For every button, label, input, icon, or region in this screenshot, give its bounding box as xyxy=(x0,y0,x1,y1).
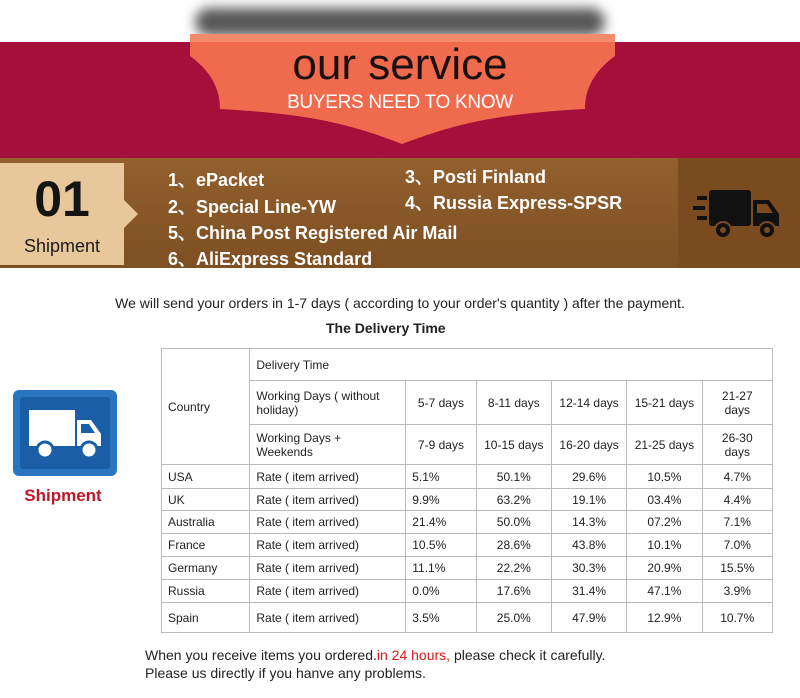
range-cell: 12-14 days xyxy=(551,381,626,425)
rate-value: 3.9% xyxy=(702,580,772,603)
country-cell: Germany xyxy=(162,557,250,580)
rate-value: 9.9% xyxy=(406,489,476,511)
country-cell: France xyxy=(162,534,250,557)
table-row xyxy=(162,557,773,580)
rate-value: 25.0% xyxy=(476,603,551,633)
shipping-method-2: 2、Special Line-YW xyxy=(168,197,337,217)
rate-value: 10.5% xyxy=(406,534,476,557)
shipment-icon-box xyxy=(13,390,117,476)
rate-value: 10.7% xyxy=(702,603,772,633)
range-cell: 5-7 days xyxy=(406,381,476,425)
rate-value: 14.3% xyxy=(551,511,626,534)
country-cell: Spain xyxy=(162,603,250,633)
shipping-method-6: 6、AliExpress Standard xyxy=(168,249,373,269)
rate-value: 07.2% xyxy=(627,511,702,534)
section-number: 01 xyxy=(34,171,90,227)
table-title: The Delivery Time xyxy=(326,320,446,336)
rate-value: 03.4% xyxy=(627,489,702,511)
intro-text: We will send your orders in 1-7 days ( according to your order's quantity ) after the payment. xyxy=(115,295,685,311)
delivery-time-header: Delivery Time xyxy=(250,349,773,381)
table-row xyxy=(162,489,773,511)
receive-note-end: please check it carefully. xyxy=(450,647,606,663)
section-number-arrow xyxy=(124,200,138,228)
truck-icon xyxy=(693,186,783,242)
shipping-method-4: 4、Russia Express-SPSR xyxy=(405,193,623,213)
rate-value: 4.4% xyxy=(702,489,772,511)
working-days-label: Working Days ( without holiday) xyxy=(250,381,406,425)
rate-label: Rate ( item arrived) xyxy=(250,557,406,580)
rate-label: Rate ( item arrived) xyxy=(250,489,406,511)
rate-value: 15.5% xyxy=(702,557,772,580)
working-days-row xyxy=(162,381,773,425)
rate-value: 7.1% xyxy=(702,511,772,534)
working-days-weekends-label: Working Days + Weekends xyxy=(250,425,406,465)
section-label: Shipment xyxy=(23,236,101,256)
rate-value: 63.2% xyxy=(476,489,551,511)
page-subtitle: BUYERS NEED TO KNOW xyxy=(287,92,513,113)
rate-value: 43.8% xyxy=(551,534,626,557)
rate-value: 10.5% xyxy=(627,465,702,489)
range-cell: 26-30 days xyxy=(702,425,772,465)
rate-value: 50.0% xyxy=(476,511,551,534)
rate-label: Rate ( item arrived) xyxy=(250,580,406,603)
rate-value: 29.6% xyxy=(551,465,626,489)
rate-value: 19.1% xyxy=(551,489,626,511)
range-cell: 21-25 days xyxy=(627,425,702,465)
table-row xyxy=(162,580,773,603)
range-cell: 7-9 days xyxy=(406,425,476,465)
rate-value: 5.1% xyxy=(406,465,476,489)
rate-value: 47.9% xyxy=(551,603,626,633)
table-row xyxy=(162,603,773,633)
table-row xyxy=(162,511,773,534)
delivery-time-table xyxy=(161,348,773,633)
range-cell: 16-20 days xyxy=(551,425,626,465)
country-cell: USA xyxy=(162,465,250,489)
rate-value: 12.9% xyxy=(627,603,702,633)
rate-value: 0.0% xyxy=(406,580,476,603)
shipping-method-1: 1、ePacket xyxy=(168,170,265,190)
rate-value: 22.2% xyxy=(476,557,551,580)
table-row xyxy=(162,465,773,489)
receive-note xyxy=(145,647,605,663)
rate-label: Rate ( item arrived) xyxy=(250,603,406,633)
rate-label: Rate ( item arrived) xyxy=(250,465,406,489)
rate-value: 28.6% xyxy=(476,534,551,557)
rate-value: 4.7% xyxy=(702,465,772,489)
header-shadow xyxy=(195,8,605,36)
range-cell: 10-15 days xyxy=(476,425,551,465)
rate-value: 3.5% xyxy=(406,603,476,633)
rate-value: 17.6% xyxy=(476,580,551,603)
shipment-side-label: Shipment xyxy=(24,486,102,505)
table-header-row xyxy=(162,349,773,381)
truck-icon xyxy=(27,404,103,462)
rate-value: 7.0% xyxy=(702,534,772,557)
country-cell: UK xyxy=(162,489,250,511)
rate-label: Rate ( item arrived) xyxy=(250,511,406,534)
rate-value: 10.1% xyxy=(627,534,702,557)
receive-note-start: When you receive items you ordered. xyxy=(145,647,377,663)
rate-value: 50.1% xyxy=(476,465,551,489)
range-cell: 21-27 days xyxy=(702,381,772,425)
range-cell: 8-11 days xyxy=(476,381,551,425)
rate-label: Rate ( item arrived) xyxy=(250,534,406,557)
receive-note-highlight: in 24 hours, xyxy=(376,647,451,663)
rate-value: 47.1% xyxy=(627,580,702,603)
country-cell: Russia xyxy=(162,580,250,603)
working-days-weekends-row xyxy=(162,425,773,465)
rate-value: 31.4% xyxy=(551,580,626,603)
rate-value: 11.1% xyxy=(406,557,476,580)
table-row xyxy=(162,534,773,557)
country-header: Country xyxy=(162,349,250,465)
country-cell: Australia xyxy=(162,511,250,534)
range-cell: 15-21 days xyxy=(627,381,702,425)
shipping-method-3: 3、Posti Finland xyxy=(405,167,547,187)
shipping-method-5: 5、China Post Registered Air Mail xyxy=(168,223,458,243)
rate-value: 21.4% xyxy=(406,511,476,534)
contact-note: Please us directly if you hanve any problems. xyxy=(145,665,426,681)
rate-value: 20.9% xyxy=(627,557,702,580)
rate-value: 30.3% xyxy=(551,557,626,580)
page-title: our service xyxy=(292,40,508,89)
